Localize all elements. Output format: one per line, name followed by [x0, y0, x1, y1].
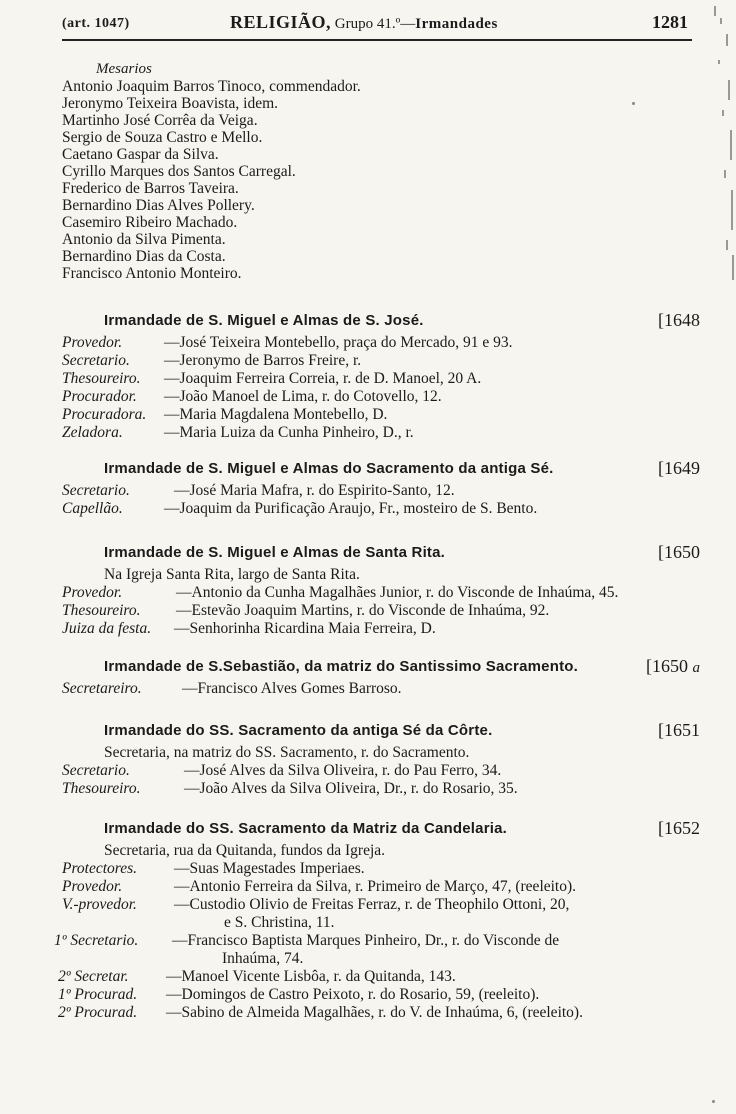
page-number: 1281: [652, 12, 688, 32]
mesario-name: Casemiro Ribeiro Machado.: [62, 214, 238, 231]
section-1652: [54, 818, 702, 1022]
entry-value: —João Manoel de Lima, r. do Cotovello, 12.: [164, 388, 442, 405]
entry-value: —Jeronymo de Barros Freire, r.: [164, 352, 362, 369]
entry-row: [62, 878, 702, 896]
entry-row: [62, 334, 702, 352]
running-title-main: RELIGIÃO,: [230, 12, 332, 32]
entry-value: —Maria Luiza da Cunha Pinheiro, D., r.: [164, 424, 414, 441]
entry-row: [62, 500, 702, 518]
entry-role: Secretario.: [62, 352, 130, 369]
entry-row: [58, 968, 702, 986]
section-1651: [62, 722, 702, 798]
section-number: [1652: [658, 818, 700, 838]
section-title: Irmandade de S. Miguel e Almas de S. José.: [104, 312, 424, 329]
section-number: [1651: [658, 720, 700, 740]
mesario-name: Bernardino Dias Alves Pollery.: [62, 197, 255, 214]
entry-value: —Sabino de Almeida Magalhães, r. do V. de Inhaúma, 6, (reeleito).: [166, 1004, 583, 1021]
section-note: Na Igreja Santa Rita, largo de Santa Rita.: [104, 566, 360, 583]
entry-value: —Maria Magdalena Montebello, D.: [164, 406, 388, 423]
mesario-name: Martinho José Corrêa da Veiga.: [62, 112, 258, 129]
section-1650a: [62, 658, 702, 698]
entry-row: [58, 986, 702, 1004]
entry-role: V.-provedor.: [62, 896, 137, 913]
entry-row: [62, 424, 702, 442]
entry-value: —Joaquim Ferreira Correia, r. de D. Manoel, 20 A.: [164, 370, 482, 387]
entry-value: —Domingos de Castro Peixoto, r. do Rosario, 59, (reeleito).: [166, 986, 540, 1003]
section-number: [1650: [658, 542, 700, 562]
running-title: [230, 12, 498, 33]
section-number-suffix: a: [692, 660, 700, 676]
section-note: Secretaria, rua da Quitanda, fundos da Igreja.: [104, 842, 386, 859]
mesario-name: Bernardino Dias da Costa.: [62, 248, 226, 265]
entry-role: Provedor.: [62, 878, 123, 895]
section-1649: [62, 460, 702, 518]
section-number-main: [1650: [646, 656, 688, 676]
entry-role: Thesoureiro.: [62, 780, 141, 797]
entry-row: [62, 602, 702, 620]
entry-value: —José Alves da Silva Oliveira, r. do Pau Ferro, 34.: [184, 762, 502, 779]
running-title-group: Grupo 41.º—: [331, 16, 416, 32]
entry-row: [62, 352, 702, 370]
entry-role: Procuradora.: [62, 406, 147, 423]
mesario-name: Cyrillo Marques dos Santos Carregal.: [62, 163, 296, 180]
entry-row: [62, 914, 702, 932]
page-header: [62, 10, 692, 40]
entry-value: —João Alves da Silva Oliveira, Dr., r. do Rosario, 35.: [184, 780, 518, 797]
entry-role: Juiza da festa.: [62, 620, 152, 637]
entry-row: [62, 780, 702, 798]
entry-row: [62, 762, 702, 780]
entry-value: —Francisco Alves Gomes Barroso.: [182, 680, 402, 697]
scan-edge-noise: [700, 0, 736, 290]
entry-value: —Manoel Vicente Lisbôa, r. da Quitanda, 143.: [166, 968, 456, 985]
entry-role: 1º Procurad.: [58, 986, 138, 1003]
entry-value: —Senhorinha Ricardina Maia Ferreira, D.: [174, 620, 436, 637]
section-title: Irmandade do SS. Sacramento da antiga Sé da Côrte.: [104, 722, 493, 739]
entry-row: [62, 370, 702, 388]
section-title: Irmandade de S.Sebastião, da matriz do Santissimo Sacramento.: [104, 658, 579, 675]
mesarios-block: [62, 60, 662, 282]
section-title: Irmandade do SS. Sacramento da Matriz da Candelaria.: [104, 820, 508, 837]
entry-role: Capellão.: [62, 500, 123, 517]
header-rule: [62, 39, 692, 41]
entry-role: Protectores.: [62, 860, 138, 877]
entry-value: e S. Christina, 11.: [224, 914, 335, 931]
entry-role: Secretario.: [62, 482, 130, 499]
mesarios-title: Mesarios: [96, 61, 152, 77]
section-1648: [62, 312, 702, 442]
entry-value: —Francisco Baptista Marques Pinheiro, Dr., r. do Visconde de: [172, 932, 560, 949]
mesario-name: Sergio de Souza Castro e Mello.: [62, 129, 263, 146]
mesario-name: Frederico de Barros Taveira.: [62, 180, 239, 197]
mesario-name: Antonio da Silva Pimenta.: [62, 231, 226, 248]
entry-value: —Antonio da Cunha Magalhães Junior, r. do Visconde de Inhaúma, 45.: [176, 584, 619, 601]
scan-speck: [632, 102, 635, 105]
section-1650: [62, 544, 702, 638]
entry-role: 2º Procurad.: [58, 1004, 138, 1021]
entry-role: Thesoureiro.: [62, 370, 141, 387]
entry-row: [54, 932, 702, 950]
scan-speck: [712, 1100, 715, 1103]
entry-value: —José Teixeira Montebello, praça do Mercado, 91 e 93.: [164, 334, 513, 351]
entry-value: —Estevão Joaquim Martins, r. do Visconde de Inhaúma, 92.: [176, 602, 550, 619]
entry-value: —Antonio Ferreira da Silva, r. Primeiro de Março, 47, (reeleito).: [174, 878, 577, 895]
mesario-name: Jeronymo Teixeira Boavista, idem.: [62, 95, 279, 112]
section-number: [1648: [658, 310, 700, 330]
section-number: [646, 656, 700, 677]
mesario-name: Antonio Joaquim Barros Tinoco, commendador.: [62, 78, 361, 95]
entry-value: —Joaquim da Purificação Araujo, Fr., mosteiro de S. Bento.: [164, 500, 538, 517]
article-range: (art. 1047): [62, 16, 130, 31]
entry-row: [62, 860, 702, 878]
section-title: Irmandade de S. Miguel e Almas do Sacramento da antiga Sé.: [104, 460, 554, 477]
entry-role: Zeladora.: [62, 424, 123, 441]
running-title-category: Irmandades: [415, 16, 498, 32]
entry-row: [62, 620, 702, 638]
entry-role: Provedor.: [62, 334, 123, 351]
entry-row: [62, 896, 702, 914]
entry-row: [62, 584, 702, 602]
entry-role: Provedor.: [62, 584, 123, 601]
section-number: [1649: [658, 458, 700, 478]
entry-row: [58, 1004, 702, 1022]
section-title: Irmandade de S. Miguel e Almas de Santa Rita.: [104, 544, 446, 561]
section-note: Secretaria, na matriz do SS. Sacramento, r. do Sacramento.: [104, 744, 470, 761]
entry-value: —José Maria Mafra, r. do Espirito-Santo, 12.: [174, 482, 455, 499]
entry-row: [62, 388, 702, 406]
entry-row: [62, 406, 702, 424]
entry-role: Secretario.: [62, 762, 130, 779]
entry-role: 1º Secretario.: [54, 932, 139, 949]
entry-role: Secretareiro.: [62, 680, 142, 697]
entry-row: [62, 680, 702, 698]
entry-value: —Custodio Olivio de Freitas Ferraz, r. de Theophilo Ottoni, 20,: [174, 896, 570, 913]
entry-value: —Suas Magestades Imperiaes.: [174, 860, 365, 877]
entry-value: Inhaúma, 74.: [222, 950, 304, 967]
mesario-name: Francisco Antonio Monteiro.: [62, 265, 242, 282]
entry-row: [62, 482, 702, 500]
entry-role: 2º Secretar.: [58, 968, 129, 985]
entry-role: Procurador.: [62, 388, 137, 405]
entry-row: [62, 950, 702, 968]
entry-role: Thesoureiro.: [62, 602, 141, 619]
mesario-name: Caetano Gaspar da Silva.: [62, 146, 219, 163]
